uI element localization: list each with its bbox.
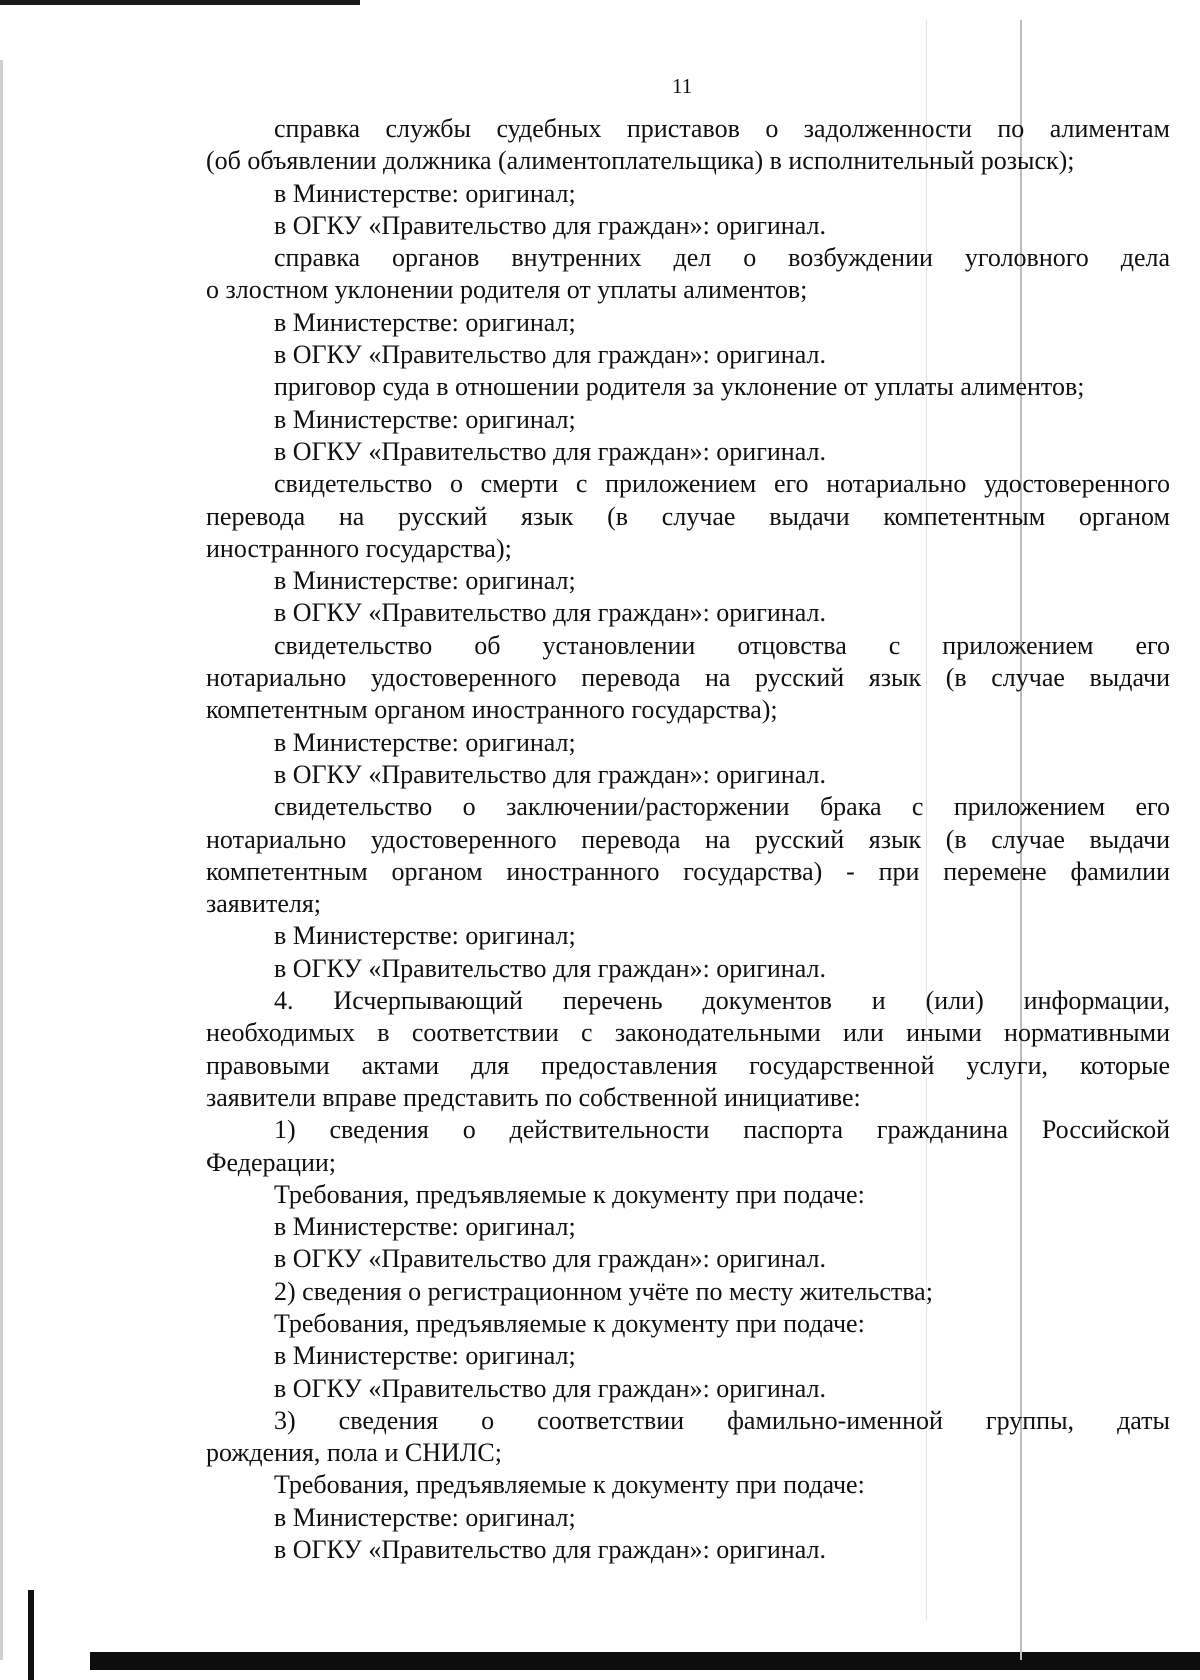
text-line: в Министерстве: оригинал; — [274, 727, 576, 757]
text-line: в Министерстве: оригинал; — [274, 566, 576, 596]
text-line: (об объявлении должника (алиментоплательщика) в исполнительный розыск); — [206, 146, 1075, 176]
paragraph — [206, 953, 1170, 985]
paragraph — [206, 1502, 1170, 1534]
text-line: необходимых в соответствии с законодательными или иными нормативными — [206, 1018, 1170, 1048]
text-line: Федерации; — [206, 1147, 337, 1177]
text-line: компетентным органом иностранного государства) - при перемене фамилии — [206, 856, 1170, 886]
text-line: 4. Исчерпывающий перечень документов и (или) информации, — [274, 986, 1170, 1016]
text-line: свидетельство о смерти с приложением его нотариально удостоверенного — [274, 469, 1170, 499]
paragraph — [206, 630, 1170, 727]
text-line: приговор суда в отношении родителя за уклонение от уплаты алиментов; — [274, 372, 1085, 402]
text-line: в ОГКУ «Правительство для граждан»: оригинал. — [274, 953, 826, 983]
paragraph — [206, 1179, 1170, 1211]
text-line: справка органов внутренних дел о возбуждении уголовного дела — [274, 243, 1170, 273]
paragraph — [206, 1469, 1170, 1501]
text-line: в ОГКУ «Правительство для граждан»: оригинал. — [274, 210, 826, 240]
text-line: правовыми актами для предоставления государственной услуги, которые — [206, 1050, 1170, 1080]
paragraph — [206, 436, 1170, 468]
text-line: 1) сведения о действительности паспорта гражданина Российской — [274, 1115, 1170, 1145]
paragraph — [206, 468, 1170, 565]
paragraph — [206, 985, 1170, 1114]
scan-edge-left — [0, 60, 3, 1660]
text-line: Требования, предъявляемые к документу при подаче: — [274, 1308, 865, 1338]
text-line: в Министерстве: оригинал; — [274, 178, 576, 208]
paragraph — [206, 791, 1170, 920]
text-line: иностранного государства); — [206, 533, 512, 563]
paragraph — [206, 404, 1170, 436]
text-line: в Министерстве: оригинал; — [274, 1341, 576, 1371]
paragraph — [206, 242, 1170, 307]
paragraph — [206, 307, 1170, 339]
paragraph — [206, 339, 1170, 371]
text-line: в ОГКУ «Правительство для граждан»: оригинал. — [274, 759, 826, 789]
text-line: Требования, предъявляемые к документу при подаче: — [274, 1470, 865, 1500]
paragraph — [206, 210, 1170, 242]
text-line: 3) сведения о соответствии фамильно-именной группы, даты — [274, 1405, 1170, 1435]
paragraph — [206, 1373, 1170, 1405]
text-line: в ОГКУ «Правительство для граждан»: оригинал. — [274, 598, 826, 628]
paragraph — [206, 1308, 1170, 1340]
text-line: в ОГКУ «Правительство для граждан»: оригинал. — [274, 1373, 826, 1403]
paragraph — [206, 1276, 1170, 1308]
paragraph — [206, 759, 1170, 791]
text-line: нотариально удостоверенного перевода на русский язык (в случае выдачи — [206, 663, 1170, 693]
paragraph — [206, 113, 1170, 178]
document-body — [206, 113, 1170, 1566]
paragraph — [206, 920, 1170, 952]
scan-edge-left-band — [28, 1590, 34, 1680]
paragraph — [206, 597, 1170, 629]
text-line: в ОГКУ «Правительство для граждан»: оригинал. — [274, 1535, 826, 1565]
text-line: Требования, предъявляемые к документу при подаче: — [274, 1179, 865, 1209]
text-line: в Министерстве: оригинал; — [274, 307, 576, 337]
text-line: нотариально удостоверенного перевода на русский язык (в случае выдачи — [206, 824, 1170, 854]
text-line: перевода на русский язык (в случае выдачи компетентным органом — [206, 501, 1170, 531]
paragraph — [206, 1243, 1170, 1275]
paragraph — [206, 1340, 1170, 1372]
text-line: в ОГКУ «Правительство для граждан»: оригинал. — [274, 340, 826, 370]
text-line: в ОГКУ «Правительство для граждан»: оригинал. — [274, 1244, 826, 1274]
paragraph — [206, 1114, 1170, 1179]
paragraph — [206, 1211, 1170, 1243]
paragraph — [206, 1534, 1170, 1566]
text-line: свидетельство об установлении отцовства с приложением его — [274, 630, 1170, 660]
text-line: заявители вправе представить по собственной инициативе: — [206, 1082, 861, 1112]
text-line: 2) сведения о регистрационном учёте по месту жительства; — [274, 1276, 933, 1306]
paragraph — [206, 178, 1170, 210]
text-line: свидетельство о заключении/расторжении брака с приложением его — [274, 792, 1170, 822]
paragraph — [206, 1405, 1170, 1470]
text-line: заявителя; — [206, 889, 322, 919]
text-line: в Министерстве: оригинал; — [274, 1502, 576, 1532]
text-line: в Министерстве: оригинал; — [274, 404, 576, 434]
text-line: рождения, пола и СНИЛС; — [206, 1438, 502, 1468]
paragraph — [206, 727, 1170, 759]
paragraph — [206, 565, 1170, 597]
scan-edge-bottom — [90, 1652, 1200, 1670]
text-line: справка службы судебных приставов о задолженности по алиментам — [274, 114, 1170, 143]
text-line: в Министерстве: оригинал; — [274, 1212, 576, 1242]
text-line: компетентным органом иностранного государства); — [206, 695, 778, 725]
page-number: 11 — [672, 74, 693, 98]
paragraph — [206, 371, 1170, 403]
text-line: в Министерстве: оригинал; — [274, 921, 576, 951]
scan-edge-top — [0, 0, 360, 5]
text-line: о злостном уклонении родителя от уплаты алиментов; — [206, 275, 808, 305]
text-line: в ОГКУ «Правительство для граждан»: оригинал. — [274, 436, 826, 466]
